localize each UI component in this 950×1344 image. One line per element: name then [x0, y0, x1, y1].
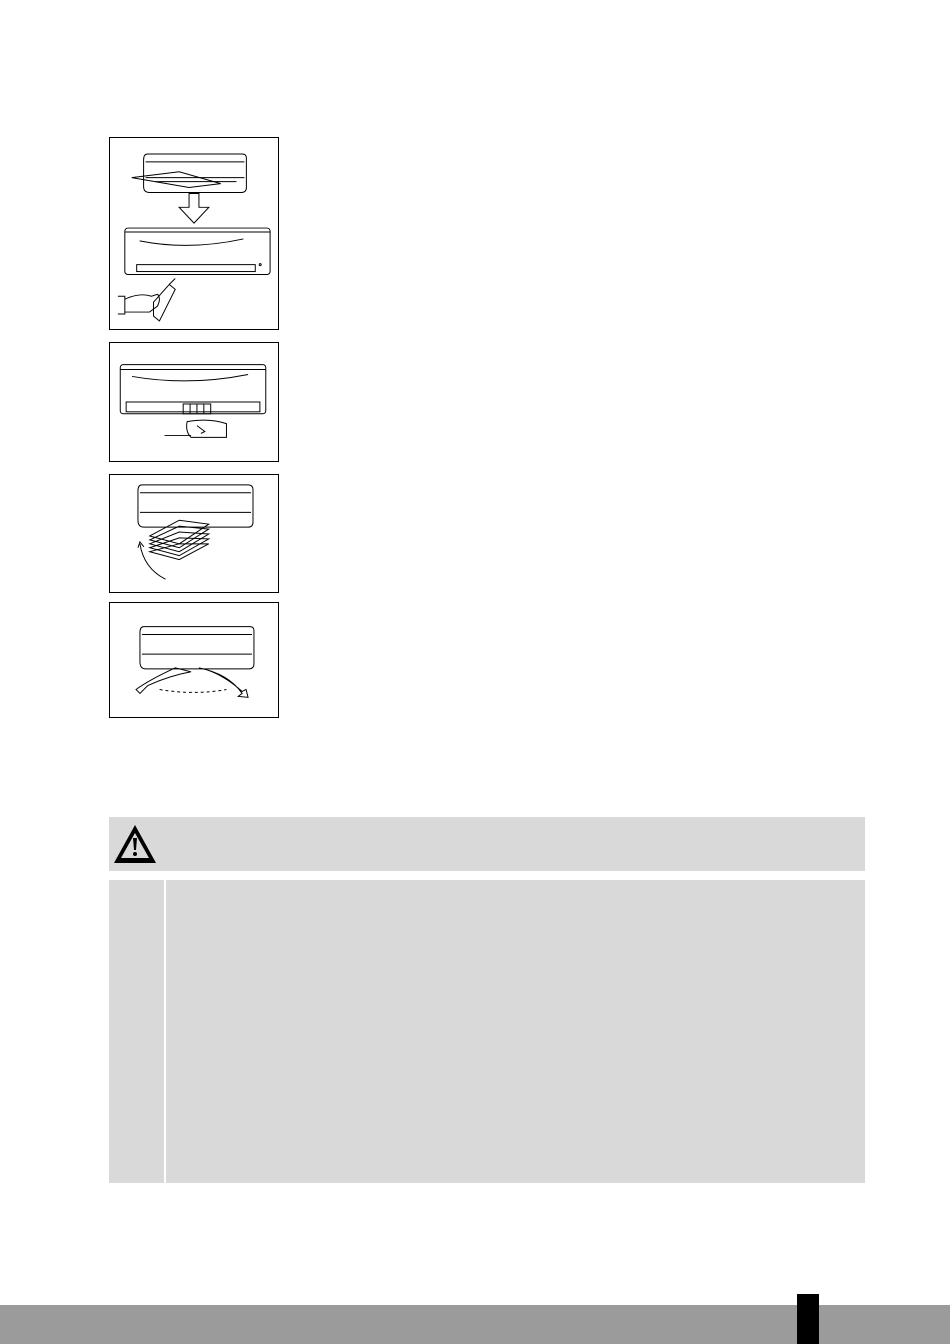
figure-remote-control: [109, 137, 279, 330]
warning-header: [109, 817, 865, 871]
figure-louver-vertical: [109, 474, 279, 593]
figure-manual-buttons: [109, 342, 279, 462]
page-tab-marker: [797, 1294, 819, 1344]
airflow-horizontal-illustration: [110, 603, 278, 717]
louver-swing-vertical-illustration: [110, 475, 278, 592]
panel-divider: [164, 880, 166, 1183]
warning-triangle-icon: [112, 823, 158, 865]
figure-louver-horizontal: [109, 602, 279, 718]
indoor-unit-manual-switch-illustration: [110, 343, 278, 461]
indoor-unit-with-remote-illustration: [110, 138, 278, 329]
warning-content-panel: [109, 880, 865, 1183]
